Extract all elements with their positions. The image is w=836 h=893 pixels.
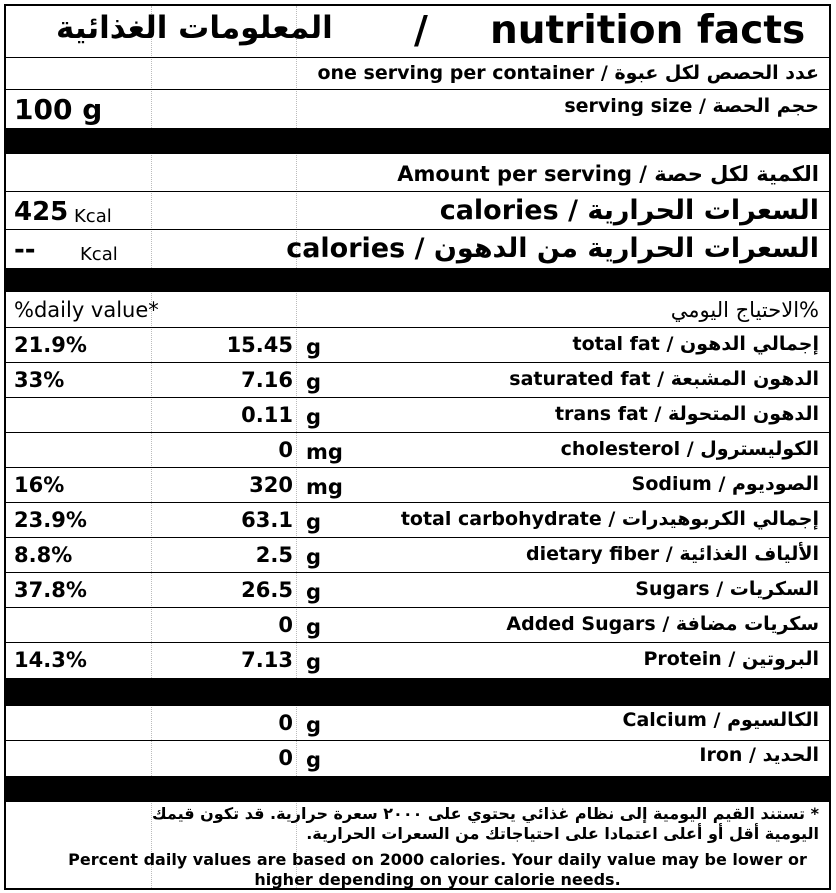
fat-calories-value: -- (14, 235, 36, 265)
nutrient-amount: 2.5 (255, 543, 293, 567)
nutrient-amount: 0.11 (241, 403, 293, 427)
footnote-arabic: * تستند القيم اليومية إلى نظام غذائي يحتوي على ٢٠٠٠ سعرة حرارية. قد تكون قيمك اليومية أقل أو أعلى اعتمادا على احتياجاتك من السعرات الحرارية. (151, 804, 819, 843)
nutrient-unit: mg (306, 440, 343, 464)
nutrition-label (4, 4, 831, 890)
nutrient-unit: g (306, 335, 322, 359)
nutrient-amount: 26.5 (241, 578, 293, 602)
nutrient-percent: 21.9% (14, 333, 87, 357)
nutrient-amount: 7.13 (241, 648, 293, 672)
footnote (6, 804, 829, 888)
nutrient-unit: g (306, 510, 322, 534)
nutrient-label: إجمالي الدهون / total fat (572, 333, 819, 355)
nutrient-unit: mg (306, 475, 343, 499)
nutrient-unit: g (306, 650, 322, 674)
nutrient-label: الألياف الغذائية / dietary fiber (525, 543, 819, 565)
nutrient-unit: g (306, 748, 322, 772)
nutrient-label: الدهون المتحولة / trans fat (554, 403, 819, 425)
nutrient-row-dietary-fiber (6, 538, 829, 573)
fat-calories-unit: Kcal (80, 244, 118, 265)
calories-label: السعرات الحرارية / calories (439, 195, 819, 226)
nutrient-label: الدهون المشبعة / saturated fat (509, 368, 819, 390)
nutrient-label: الكوليسترول / cholesterol (560, 438, 819, 460)
nutrient-unit: g (306, 370, 322, 394)
servings-row (6, 58, 829, 90)
fat-calories-row (6, 230, 829, 268)
nutrient-label: السكريات / Sugars (635, 578, 819, 600)
nutrient-percent: 33% (14, 368, 65, 392)
nutrient-label: الصوديوم / Sodium (631, 473, 819, 495)
nutrient-percent: 23.9% (14, 508, 87, 532)
title-slash: / (414, 8, 428, 52)
nutrient-unit: g (306, 405, 322, 429)
nutrient-row-trans-fat (6, 398, 829, 433)
daily-value-left: %daily value* (14, 298, 159, 322)
nutrient-percent: 8.8% (14, 543, 73, 567)
nutrient-label: إجمالي الكربوهيدرات / total carbohydrate (400, 508, 819, 530)
nutrient-unit: g (306, 545, 322, 569)
serving-size-row (6, 90, 829, 128)
footnote-english: Percent daily values are based on 2000 calories. Your daily value may be lower or higher depending on your calorie needs. (68, 850, 807, 889)
nutrient-amount: 63.1 (241, 508, 293, 532)
nutrient-row-added-sugars (6, 608, 829, 643)
nutrient-row-sugars (6, 573, 829, 608)
nutrient-row-total-carbohydrate (6, 503, 829, 538)
mineral-row-calcium (6, 706, 829, 741)
divider-bar (6, 776, 829, 802)
serving-size-label: حجم الحصة / serving size (564, 95, 819, 117)
mineral-row-iron (6, 741, 829, 776)
nutrient-unit: g (306, 615, 322, 639)
fat-calories-label: السعرات الحرارية من الدهون / calories (286, 233, 819, 264)
nutrient-percent: 14.3% (14, 648, 87, 672)
daily-value-right: %الاحتياج اليومي (670, 298, 819, 322)
nutrient-percent: 37.8% (14, 578, 87, 602)
daily-value-header (6, 293, 829, 328)
nutrient-amount: 7.16 (241, 368, 293, 392)
nutrient-amount: 0 (278, 438, 293, 462)
amount-per-serving-row (6, 156, 829, 192)
nutrient-row-cholesterol (6, 433, 829, 468)
header (6, 6, 829, 58)
nutrient-unit: g (306, 713, 322, 737)
nutrient-label: الكالسيوم / Calcium (622, 709, 819, 731)
servings-label: عدد الحصص لكل عبوة / one serving per container (317, 62, 819, 84)
nutrient-row-sodium (6, 468, 829, 503)
divider-bar (6, 128, 829, 154)
nutrient-label: الحديد / Iron (699, 744, 819, 766)
nutrient-row-total-fat (6, 328, 829, 363)
divider-bar (6, 268, 829, 292)
amount-per-serving-label: الكمية لكل حصة / Amount per serving (397, 162, 819, 186)
nutrient-label: البروتين / Protein (643, 648, 819, 670)
nutrient-unit: g (306, 580, 322, 604)
title-arabic: المعلومات الغذائية (56, 10, 333, 46)
nutrient-amount: 15.45 (226, 333, 293, 357)
nutrient-amount: 0 (278, 613, 293, 637)
serving-size-value: 100 g (14, 93, 103, 126)
calories-row (6, 192, 829, 230)
divider-bar (6, 678, 829, 706)
nutrient-amount: 0 (278, 746, 293, 770)
nutrient-amount: 320 (249, 473, 293, 497)
nutrient-amount: 0 (278, 711, 293, 735)
title-english: nutrition facts (490, 8, 806, 53)
calories-unit: Kcal (74, 206, 112, 227)
nutrient-row-saturated-fat (6, 363, 829, 398)
calories-value: 425 (14, 197, 69, 227)
nutrient-percent: 16% (14, 473, 65, 497)
nutrient-row-protein (6, 643, 829, 678)
nutrient-label: سكريات مضافة / Added Sugars (506, 613, 819, 635)
